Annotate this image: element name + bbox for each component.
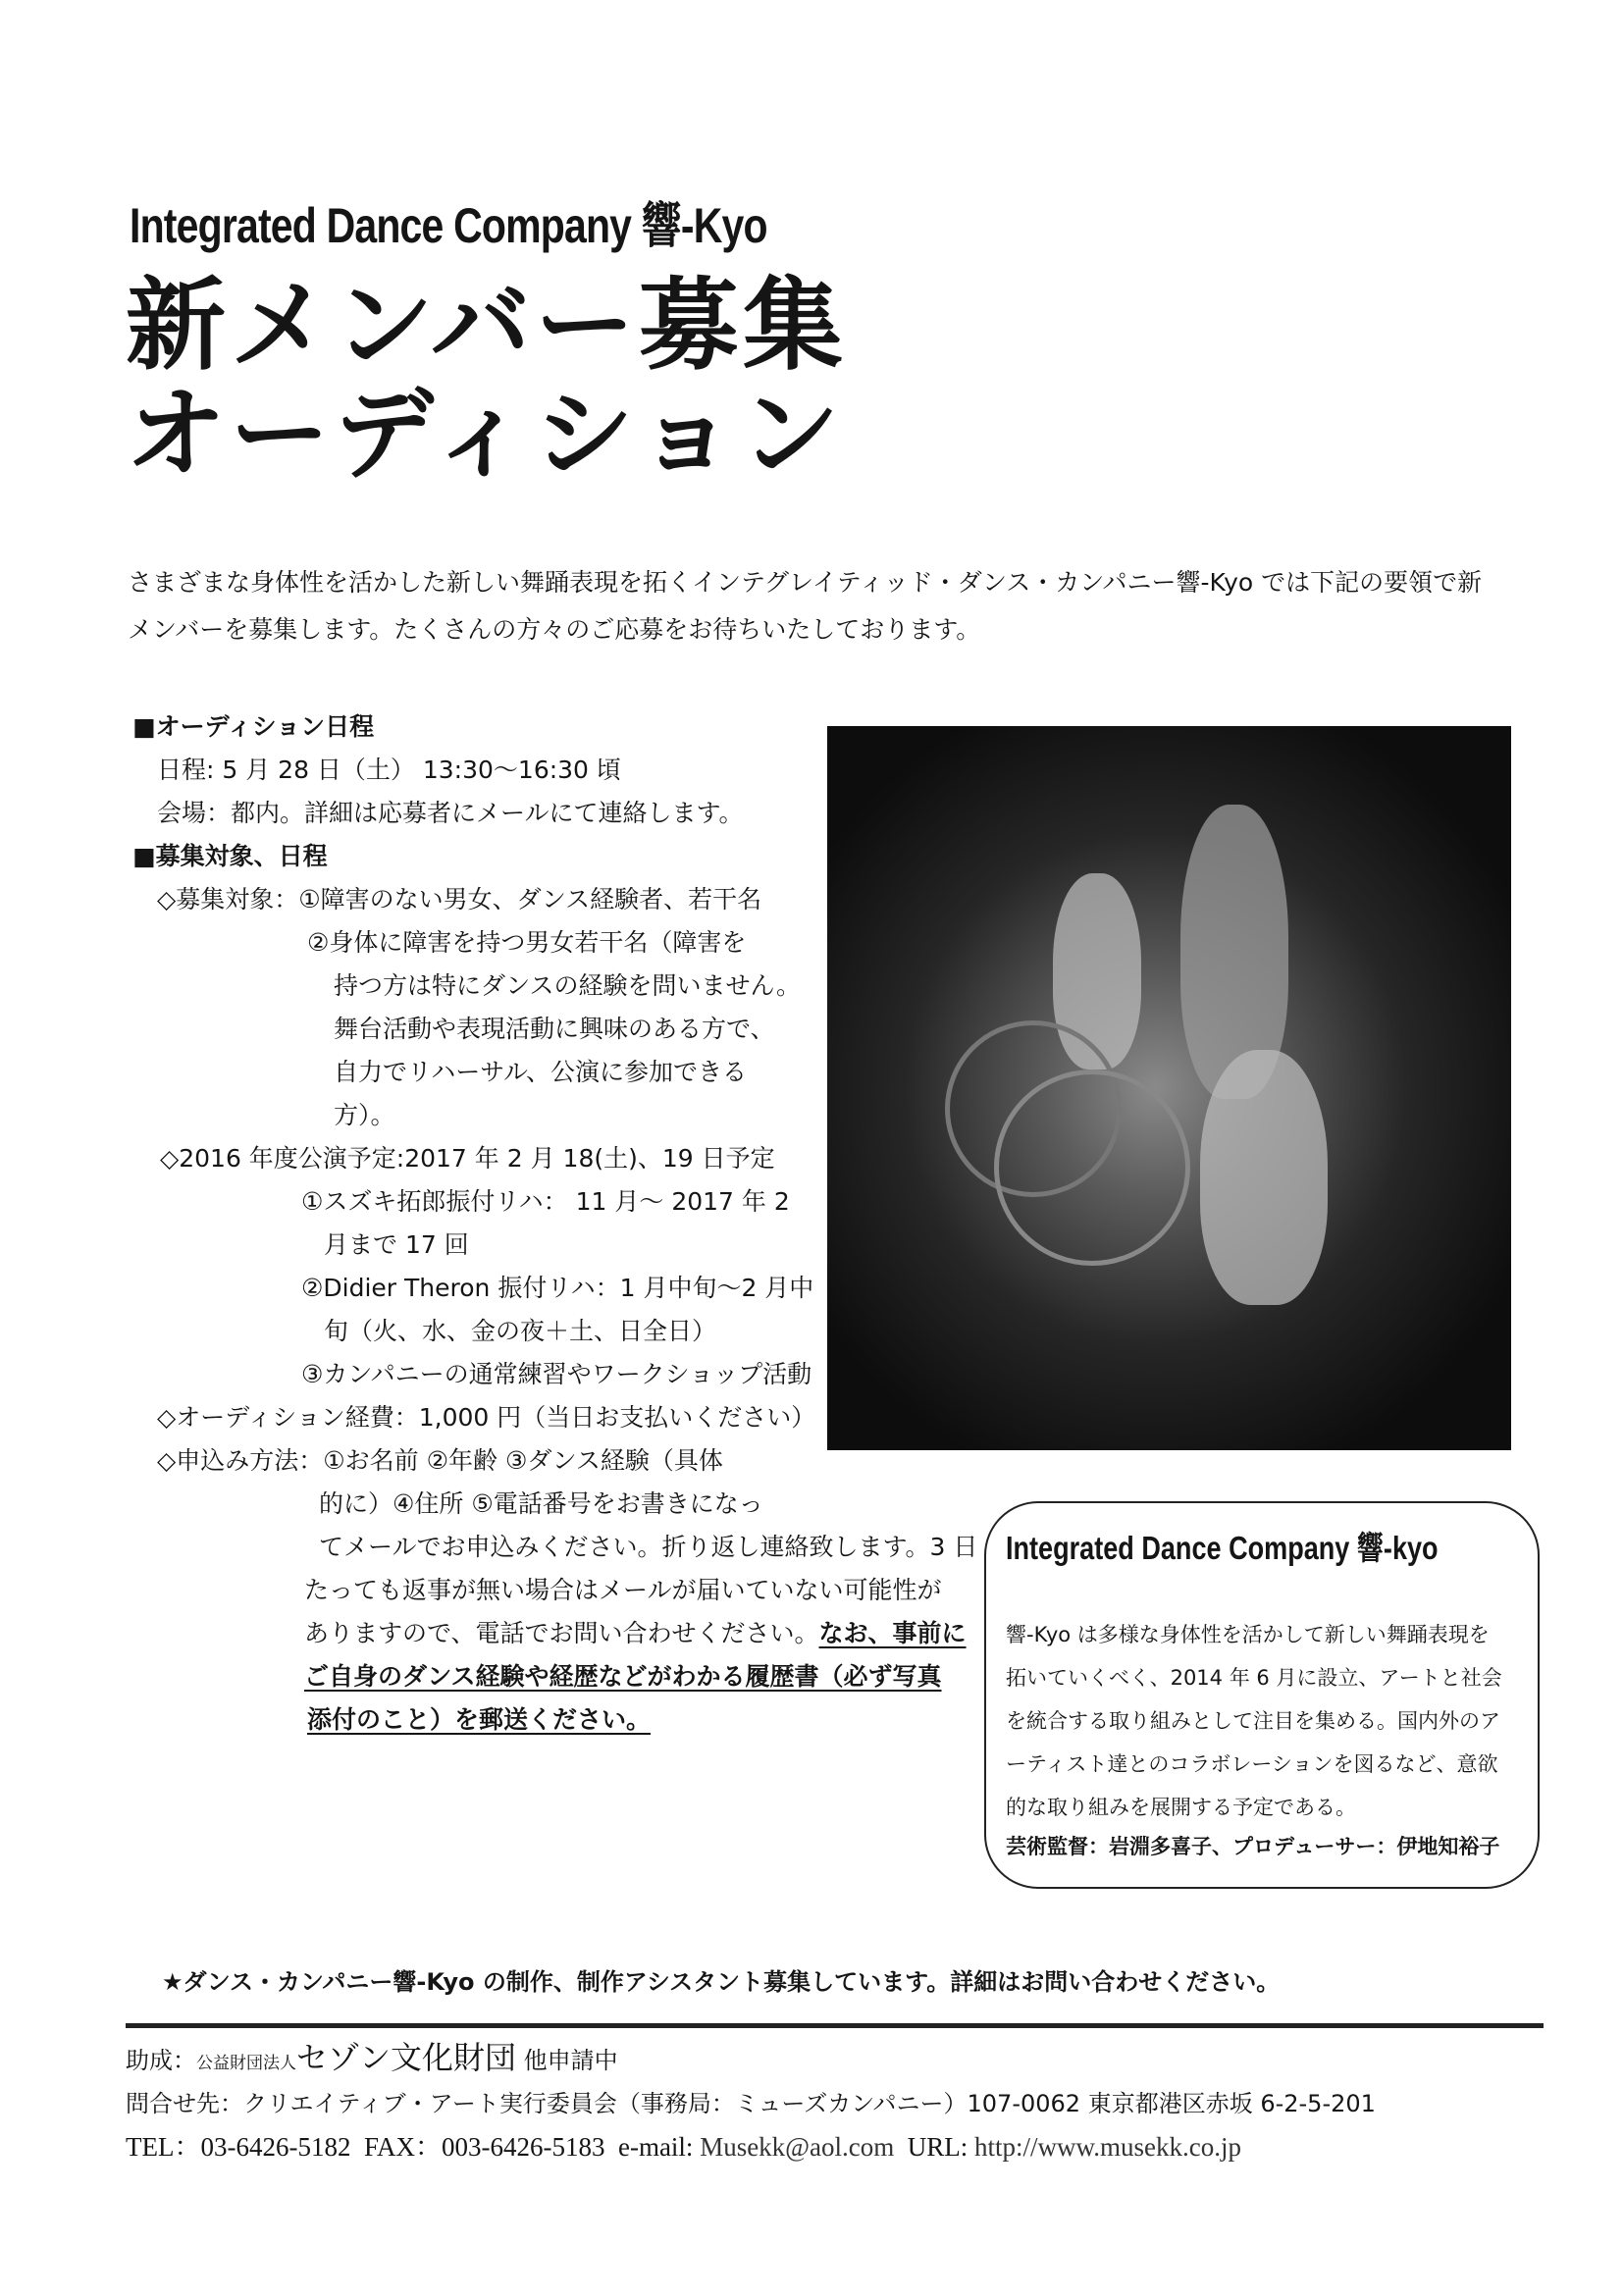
- email-link[interactable]: Musekk@aol.com: [700, 2132, 895, 2162]
- recruit-line: [304, 1611, 967, 1655]
- intro-line-1: さまざまな身体性を活かした新しい舞踊表現を拓くインテグレイティッド・ダンス・カンパニー響-Kyo では下記の要領で新: [128, 568, 1483, 597]
- about-line: 拓いていくべく、2014 年 6 月に設立、アートと社会: [1006, 1666, 1502, 1690]
- about-line: ーティスト達とのコラボレーションを図るなど、意欲: [1006, 1752, 1498, 1776]
- title-line-1: 新メンバー募集: [126, 268, 847, 385]
- recruit-line: たっても返事が無い場合はメールが届いていない可能性が: [304, 1576, 942, 1604]
- recruit-line: 自力でリハーサル、公演に参加できる: [334, 1058, 748, 1086]
- recruit-line: 方）。: [334, 1101, 395, 1129]
- recruit-line: 舞台活動や表現活動に興味のある方で、: [334, 1015, 775, 1043]
- dancer-figure: [1200, 1050, 1328, 1305]
- schedule-venue: 会場：都内。詳細は応募者にメールにて連絡します。: [157, 799, 744, 827]
- underlined-note: なお、事前に: [818, 1619, 967, 1647]
- underlined-note: 添付のこと）を郵送ください。: [307, 1705, 652, 1734]
- recruit-line: てメールでお申込みください。折り返し連絡致します。3 日: [319, 1533, 978, 1561]
- about-line: 響-Kyo は多様な身体性を活かして新しい舞踊表現を: [1006, 1623, 1490, 1646]
- wheelchair-wheel: [994, 1070, 1190, 1266]
- recruit-heading: ■募集対象、日程: [132, 842, 328, 870]
- support-line: [126, 2033, 618, 2078]
- phone-line: [126, 2125, 1241, 2164]
- schedule-date: 日程: 5 月 28 日（土） 13:30〜16:30 頃: [157, 756, 621, 784]
- url-label: URL:: [907, 2132, 969, 2162]
- recruit-line: 月まで 17 回: [324, 1230, 469, 1259]
- support-label: 助成：: [126, 2047, 196, 2074]
- recruit-line-text: ありますので、電話でお問い合わせください。: [304, 1619, 819, 1647]
- fax: FAX：003-6426-5183: [363, 2132, 605, 2162]
- divider: [126, 2023, 1544, 2028]
- recruit-line: ◇2016 年度公演予定:2017 年 2 月 18(土)、19 日予定: [160, 1144, 775, 1173]
- recruit-line: ②Didier Theron 振付リハ：1 月中旬〜2 月中: [301, 1274, 814, 1302]
- recruit-line: ◇オーディション経費：1,000 円（当日お支払いください）: [157, 1403, 816, 1432]
- intro-line-2: メンバーを募集します。たくさんの方々のご応募をお待ちいたしております。: [128, 615, 981, 644]
- title-line-2: オーディション: [126, 377, 844, 494]
- recruit-line: 旬（火、水、金の夜＋土、日全日）: [324, 1317, 717, 1345]
- underlined-note: ご自身のダンス経験や経歴などがわかる履歴書（必ず写真: [304, 1662, 942, 1691]
- dance-photo: [827, 726, 1511, 1450]
- about-title: Integrated Dance Company 響-kyo: [1006, 1530, 1439, 1566]
- schedule-heading: ■オーディション日程: [132, 712, 375, 741]
- recruit-line: ①スズキ拓郎振付リハ： 11 月〜 2017 年 2: [301, 1187, 790, 1216]
- staff-notice: ★ダンス・カンパニー響-Kyo の制作、制作アシスタント募集しています。詳細はお問い合わせください。: [162, 1968, 1281, 1996]
- recruit-line: 的に）④住所 ⑤電話番号をお書きになっ: [319, 1489, 763, 1518]
- recruit-line: ◇申込み方法：①お名前 ②年齢 ③ダンス経験（具体: [157, 1446, 723, 1475]
- contact-line: 問合せ先：クリエイティブ・アート実行委員会（事務局：ミューズカンパニー）107-0062 東京都港区赤坂 6-2-5-201: [126, 2090, 1376, 2117]
- recruit-line: ②身体に障害を持つ男女若干名（障害を: [307, 928, 747, 957]
- support-suffix: 他申請中: [523, 2047, 618, 2074]
- brand-heading: Integrated Dance Company 響-Kyo: [130, 198, 767, 253]
- recruit-line: ③カンパニーの通常練習やワークショップ活動: [301, 1360, 812, 1388]
- about-credits: 芸術監督：岩淵多喜子、プロデューサー：伊地知裕子: [1006, 1835, 1500, 1858]
- recruit-line: ◇募集対象：①障害のない男女、ダンス経験者、若干名: [157, 885, 762, 913]
- recruit-line: 持つ方は特にダンスの経験を問いません。: [334, 971, 802, 1000]
- support-org: セゾン文化財団: [296, 2039, 517, 2076]
- tel: TEL：03-6426-5182: [126, 2132, 351, 2162]
- about-line: 的な取り組みを展開する予定である。: [1006, 1796, 1356, 1819]
- about-line: を統合する取り組みとして注目を集める。国内外のア: [1006, 1709, 1500, 1733]
- website-link[interactable]: http://www.musekk.co.jp: [974, 2132, 1242, 2162]
- email-label: e-mail:: [617, 2132, 694, 2162]
- support-org-prefix: 公益財団法人: [196, 2054, 296, 2073]
